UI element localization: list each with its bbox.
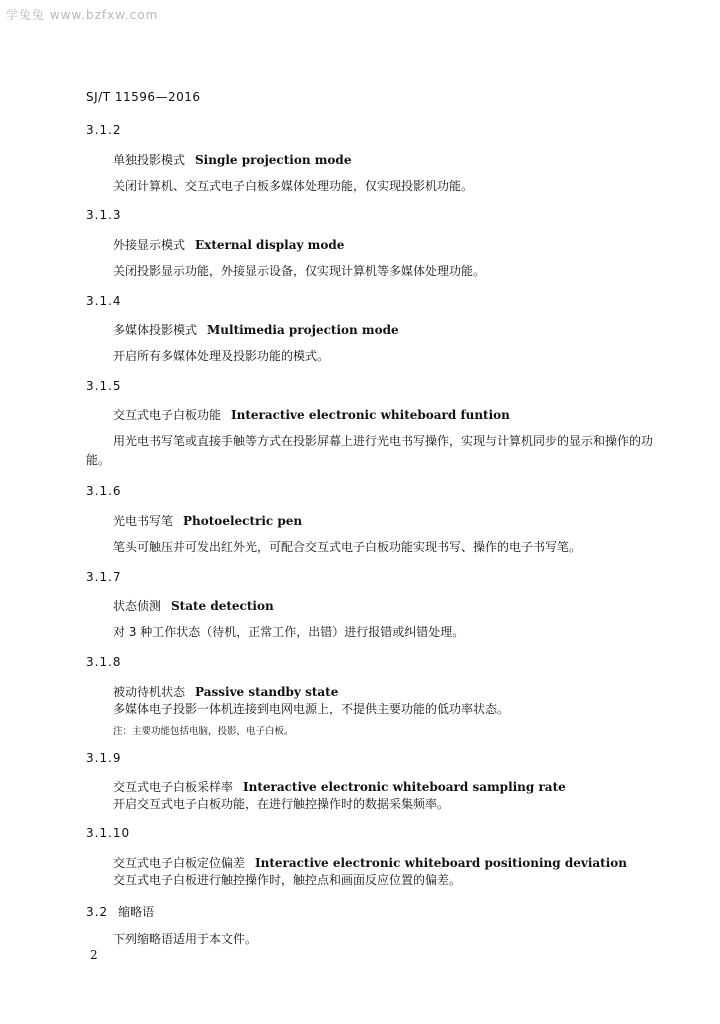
term-title-en: External display mode bbox=[195, 238, 345, 252]
term-number: 3.1.3 bbox=[86, 208, 122, 222]
term-number: 3.1.9 bbox=[86, 751, 122, 765]
section-title: 缩略语 bbox=[118, 905, 155, 919]
term-note: 注：主要功能包括电脑，投影，电子白板。 bbox=[113, 726, 294, 737]
term-definition: 用光电书写笔或直接手触等方式在投影屏幕上进行光电书写操作，实现与计算机同步的显示和操作的功能。 bbox=[86, 434, 654, 467]
section-text: 下列缩略语适用于本文件。 bbox=[113, 932, 258, 946]
term-definition: 交互式电子白板进行触控操作时，触控点和画面反应位置的偏差。 bbox=[113, 873, 462, 887]
term-title bbox=[113, 236, 344, 253]
term-title bbox=[113, 512, 302, 529]
term-definition: 关闭投影显示功能，外接显示设备，仅实现计算机等多媒体处理功能。 bbox=[113, 264, 486, 278]
term-title-zh: 交互式电子白板功能 bbox=[113, 408, 222, 422]
term-definition: 开启交互式电子白板功能，在进行触控操作时的数据采集频率。 bbox=[113, 797, 450, 811]
term-title bbox=[113, 597, 274, 614]
section-number: 3.2 bbox=[86, 905, 109, 919]
term-title-en: Photoelectric pen bbox=[183, 514, 303, 528]
term-title-zh: 单独投影模式 bbox=[113, 153, 186, 167]
term-number: 3.1.7 bbox=[86, 570, 122, 584]
term-definition: 关闭计算机、交互式电子白板多媒体处理功能，仅实现投影机功能。 bbox=[113, 179, 474, 193]
term-number: 3.1.4 bbox=[86, 294, 122, 308]
term-number: 3.1.8 bbox=[86, 655, 122, 669]
page-number: 2 bbox=[90, 948, 98, 962]
term-title bbox=[113, 406, 510, 423]
term-definition: 对 3 种工作状态（待机，正常工作，出错）进行报错或纠错处理。 bbox=[113, 625, 465, 639]
term-title-en: Interactive electronic whiteboard funtion bbox=[231, 408, 510, 422]
standard-code: SJ/T 11596—2016 bbox=[86, 90, 201, 104]
term-definition: 开启所有多媒体处理及投影功能的模式。 bbox=[113, 349, 330, 363]
term-title-en: State detection bbox=[171, 599, 274, 613]
term-number: 3.1.2 bbox=[86, 123, 122, 137]
term-title-zh: 多媒体投影模式 bbox=[113, 323, 198, 337]
term-title-en: Passive standby state bbox=[195, 685, 339, 699]
term-title-zh: 交互式电子白板采样率 bbox=[113, 780, 234, 794]
term-title-en: Interactive electronic whiteboard positioning deviation bbox=[255, 856, 627, 870]
term-title-zh: 被动待机状态 bbox=[113, 685, 186, 699]
term-title-zh: 外接显示模式 bbox=[113, 238, 186, 252]
term-title bbox=[113, 683, 338, 700]
term-title-en: Interactive electronic whiteboard sampling rate bbox=[243, 780, 566, 794]
term-title bbox=[113, 151, 351, 168]
term-title-zh: 状态侦测 bbox=[113, 599, 162, 613]
term-title-en: Single projection mode bbox=[195, 153, 352, 167]
term-title-zh: 光电书写笔 bbox=[113, 514, 174, 528]
watermark: 学兔兔 www.bzfxw.com bbox=[6, 8, 159, 22]
section-heading bbox=[86, 903, 154, 920]
term-definition: 多媒体电子投影一体机连接到电网电源上，不提供主要功能的低功率状态。 bbox=[113, 702, 510, 716]
term-title bbox=[113, 778, 566, 795]
term-number: 3.1.10 bbox=[86, 826, 131, 840]
term-definition: 笔头可触压并可发出红外光，可配合交互式电子白板功能实现书写、操作的电子书写笔。 bbox=[113, 540, 582, 554]
term-number: 3.1.6 bbox=[86, 484, 122, 498]
term-title-en: Multimedia projection mode bbox=[207, 323, 399, 337]
term-title bbox=[113, 321, 399, 338]
term-number: 3.1.5 bbox=[86, 379, 122, 393]
term-title-zh: 交互式电子白板定位偏差 bbox=[113, 856, 246, 870]
term-title bbox=[113, 854, 627, 871]
